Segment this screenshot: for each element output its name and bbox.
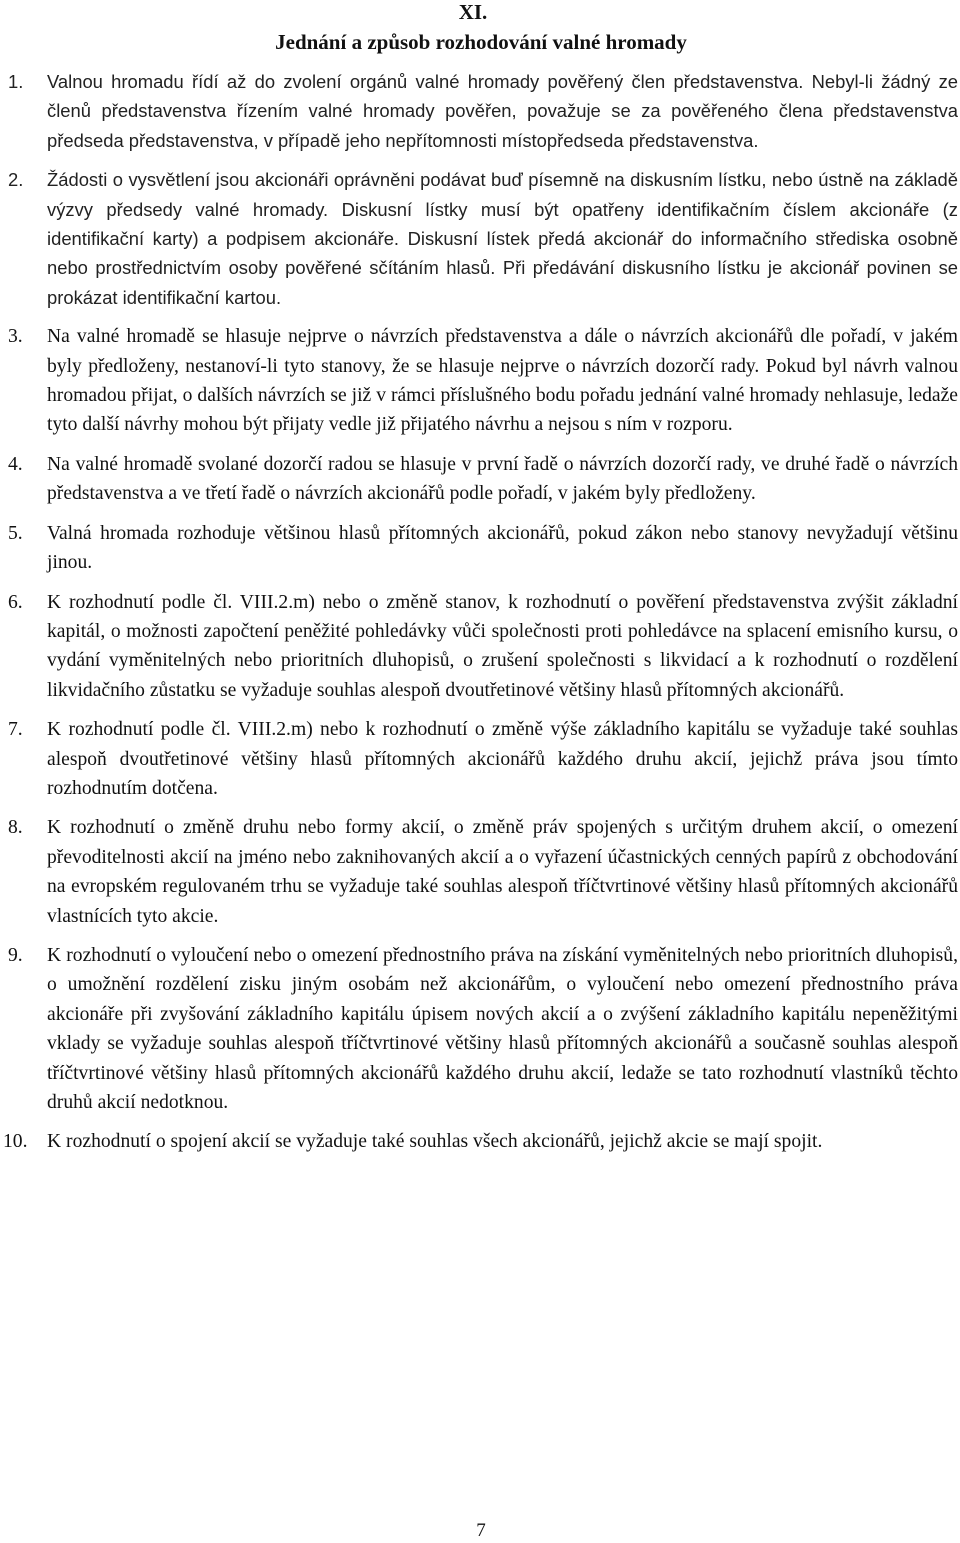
- article-list: [0, 67, 960, 1167]
- section-number: XI.: [458, 0, 488, 24]
- article-number: 9.: [8, 944, 23, 966]
- article-text: K rozhodnutí o změně druhu nebo formy akcií, o změně práv spojených s určitým druhem akcií, o omezení převoditelnosti akcií na jméno nebo zaknihovaných akcií a o vyřazení účastnických cenných papírů z obchodování na evropském regulovaném trhu se vyžaduje také souhlas alespoň tříčtvrtinové většiny hlasů přítomných akcionářů vlastnících tyto akcie.: [47, 817, 958, 927]
- article-number: 10.: [3, 1131, 28, 1153]
- article-number: 6.: [8, 591, 23, 613]
- article-number: 1.: [8, 71, 24, 92]
- section-title: Jednání a způsob rozhodování valné hromady: [275, 30, 687, 54]
- article-item-10: [0, 1127, 960, 1156]
- article-item-6: [0, 588, 960, 706]
- article-item-7: [0, 715, 960, 803]
- article-text: K rozhodnutí podle čl. VIII.2.m) nebo k rozhodnutí o změně výše základního kapitálu se vyžaduje také souhlas alespoň dvoutřetinové většiny hlasů přítomných akcionářů každého druhu akcií, jejichž práva jsou tímto rozhodnutím dotčena.: [47, 719, 958, 799]
- article-number: 8.: [8, 817, 23, 839]
- article-item-5: [0, 519, 960, 578]
- article-text: Na valné hromadě se hlasuje nejprve o návrzích představenstva a dále o návrzích akcionářů dle pořadí, v jakém byly předloženy, nestanoví-li tyto stanovy, že se hlasuje nejprve o návrzích dozorčí rady. Pokud byl návrh valnou hromadou přijat, o dalších návrzích se již v rámci příslušného bodu pořadu jednání valné hromady nehlasuje, ledaže tyto další návrhy mohou být přijaty vedle již přijatého návrhu a nejsou s ním v rozporu.: [47, 326, 958, 436]
- page-number: 7: [476, 1520, 486, 1541]
- article-item-1: [0, 67, 960, 155]
- article-text: Valnou hromadu řídí až do zvolení orgánů valné hromady pověřený člen představenstva. Nebyl-li žádný ze členů představenstva řízením valné hromady pověřen, považuje se za pověřeného člena představenstva předseda představenstva, v případě jeho nepřítomnosti místopředseda představenstva.: [47, 71, 958, 151]
- article-number: 4.: [8, 453, 23, 475]
- article-text: Valná hromada rozhoduje většinou hlasů přítomných akcionářů, pokud zákon nebo stanovy nevyžadují většinu jinou.: [47, 522, 958, 574]
- article-text: K rozhodnutí o vyloučení nebo o omezení přednostního práva na získání vyměnitelných nebo prioritních dluhopisů, o umožnění rozdělení zisku jiným osobám než akcionářům, o vyloučení nebo omezení přednostního práva akcionáře při zvyšování základního kapitálu úpisem nových akcií a o zvýšení základního kapitálu nepeněžitými vklady se vyžaduje souhlas alespoň tříčtvrtinové většiny hlasů přítomných akcionářů a současně souhlas alespoň tříčtvrtinové většiny hlasů přítomných akcionářů každého druhu akcií, ledaže se tato rozhodnutí vlastníků těchto druhů akcií nedotknou.: [47, 944, 958, 1113]
- article-text: Na valné hromadě svolané dozorčí radou se hlasuje v první řadě o návrzích dozorčí rady, ve druhé řadě o návrzích představenstva a ve třetí řadě o návrzích akcionářů podle pořadí, v jakém byly předloženy.: [47, 453, 958, 505]
- article-text: Žádosti o vysvětlení jsou akcionáři oprávněni podávat buď písemně na diskusním lístku, nebo ústně na základě výzvy předsedy valné hromady. Diskusní lístky musí být opatřeny identifikačním číslem akcionáře (z identifikační karty) a podpisem akcionáře. Diskusní lístek předá akcionář do informačního střediska osobně nebo prostřednictvím osoby pověřené sčítáním hlasů. Při předávání diskusního lístku je akcionář povinen se prokázat identifikační kartou.: [47, 169, 958, 308]
- article-number: 2.: [8, 169, 24, 191]
- article-item-3: [0, 322, 960, 440]
- article-number: 5.: [8, 522, 23, 544]
- article-item-8: [0, 813, 960, 931]
- article-number: 3.: [8, 326, 23, 348]
- article-item-2: [0, 165, 960, 312]
- article-text: K rozhodnutí o spojení akcií se vyžaduje také souhlas všech akcionářů, jejichž akcie se mají spojit.: [47, 1131, 823, 1153]
- article-number: 7.: [8, 719, 23, 741]
- article-text: K rozhodnutí podle čl. VIII.2.m) nebo o změně stanov, k rozhodnutí o pověření představenstva zvýšit základní kapitál, o možnosti započtení peněžité pohledávky vůči společnosti proti pohledávce na splacení emisního kursu, o vydání vyměnitelných nebo prioritních dluhopisů, o zrušení společnosti s likvidací a k rozhodnutí o rozdělení likvidačního zůstatku se vyžaduje souhlas alespoň dvoutřetinové většiny hlasů přítomných akcionářů.: [47, 591, 958, 701]
- article-item-9: [0, 941, 960, 1117]
- article-item-4: [0, 450, 960, 509]
